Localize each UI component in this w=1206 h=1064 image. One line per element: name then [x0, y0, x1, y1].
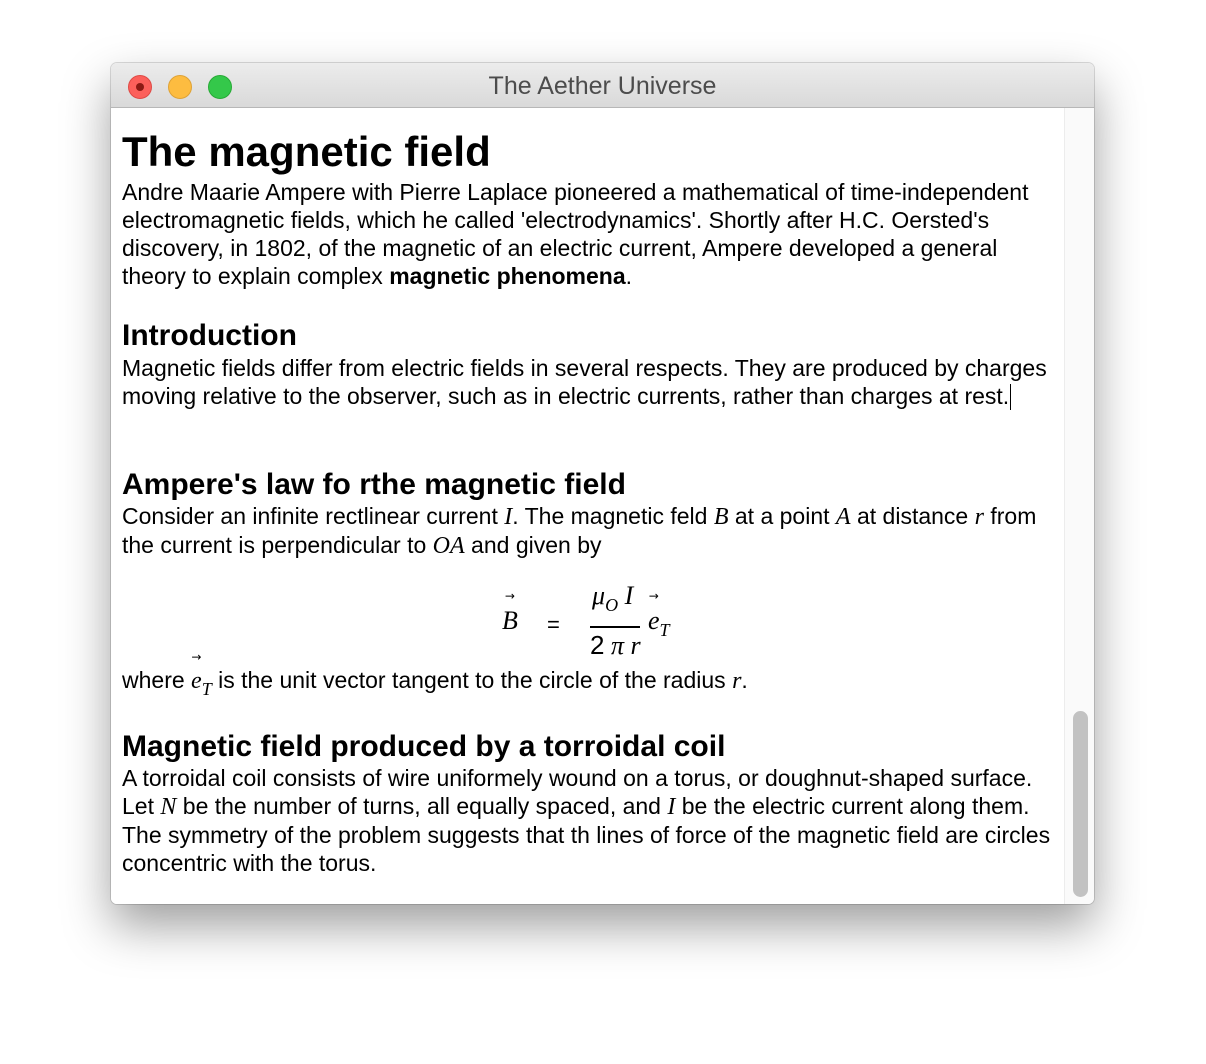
- fraction-bar: [590, 626, 640, 628]
- equation-numerator: [592, 581, 633, 613]
- vector-arrow-icon: →: [191, 650, 202, 664]
- vertical-scrollbar[interactable]: [1064, 108, 1094, 904]
- ampere-text-4: at distance: [850, 503, 975, 529]
- after-text-2: is the unit vector tangent to the circle of the radius: [211, 667, 733, 693]
- title-bar[interactable]: [111, 63, 1094, 108]
- intro-end: .: [625, 263, 633, 289]
- ampere-text-1: Consider an infinite rectlinear current: [122, 503, 505, 529]
- toroidal-paragraph[interactable]: [122, 764, 1052, 877]
- math-e: e: [191, 668, 202, 694]
- math-r: r: [974, 504, 984, 530]
- vector-arrow-icon: →: [648, 589, 659, 603]
- equation-two: 2: [590, 630, 605, 660]
- math-OA: OA: [432, 533, 465, 559]
- equation-lhs: [502, 589, 518, 636]
- after-text-1: where: [122, 667, 192, 693]
- app-window: [111, 63, 1094, 904]
- introduction-text: Magnetic fields differ from electric fields in several respects. They are produced by charges moving relative to the observer, such as in electric currents, rather than charges at rest.: [122, 355, 1047, 409]
- equation-e: e: [648, 606, 660, 635]
- after-text-3: .: [741, 667, 748, 693]
- intro-text: Andre Maarie Ampere with Pierre Laplace pioneered a mathematical of time-independent electromagnetic fields, which he called 'electrodynamics'. Shortly after H.C. Oersted's discovery, in 1802, of the magnetic of an electric current, Ampere developed a general theory to explain complex: [122, 179, 1029, 289]
- math-N: N: [160, 794, 177, 820]
- ampere-text-5: from the current is perpendicular to: [122, 503, 1037, 558]
- math-e-sub: T: [201, 679, 212, 699]
- equation-equals: =: [547, 612, 560, 637]
- equation: [122, 576, 1052, 666]
- math-I: I: [504, 504, 513, 530]
- section-heading-ampere: Ampere's law fo rthe magnetic field: [122, 468, 626, 501]
- text-cursor: [1010, 384, 1011, 410]
- scrollbar-thumb[interactable]: [1073, 711, 1088, 897]
- equation-mu-sub: O: [605, 595, 619, 615]
- vector-arrow-icon: →: [504, 589, 515, 603]
- intro-paragraph[interactable]: [122, 178, 1052, 290]
- ampere-text-2: . The magnetic feld: [512, 503, 714, 529]
- ampere-text-3: at a point: [728, 503, 836, 529]
- math-B: B: [713, 504, 729, 530]
- equation-den-r: r: [630, 631, 641, 660]
- toroidal-text-1: A torroidal coil consists of wire uniformely wound on a torus, or doughnut-shaped surface. Let: [122, 765, 1033, 819]
- window-title: The Aether Universe: [488, 72, 717, 100]
- page-title: The magnetic field: [122, 128, 491, 175]
- math-radius-r: r: [732, 668, 742, 694]
- intro-bold-term: magnetic phenomena: [389, 263, 626, 289]
- equation-e-sub: T: [659, 620, 670, 640]
- math-current-I: I: [667, 794, 676, 820]
- equation-unit-vector: [648, 589, 670, 640]
- equation-pi: π: [610, 631, 624, 660]
- equation-denominator: [590, 630, 641, 661]
- section-heading-introduction: Introduction: [122, 319, 297, 352]
- equation-mu: μ: [592, 581, 606, 610]
- toroidal-text-3: be the electric current along them. The symmetry of the problem suggests that th lines of force of the magnetic field are circles concentric with the torus.: [122, 793, 1051, 876]
- equation-I: I: [624, 581, 634, 610]
- equation-B: B: [502, 606, 518, 635]
- math-A: A: [835, 504, 851, 530]
- introduction-paragraph[interactable]: [122, 354, 1052, 410]
- document-view[interactable]: [111, 108, 1064, 904]
- section-heading-toroidal: Magnetic field produced by a torroidal coil: [122, 730, 726, 763]
- ampere-after-paragraph[interactable]: [122, 650, 1052, 699]
- ampere-text-6: and given by: [464, 532, 602, 558]
- toroidal-text-2: be the number of turns, all equally spaced, and: [176, 793, 668, 819]
- ampere-paragraph[interactable]: [122, 502, 1052, 560]
